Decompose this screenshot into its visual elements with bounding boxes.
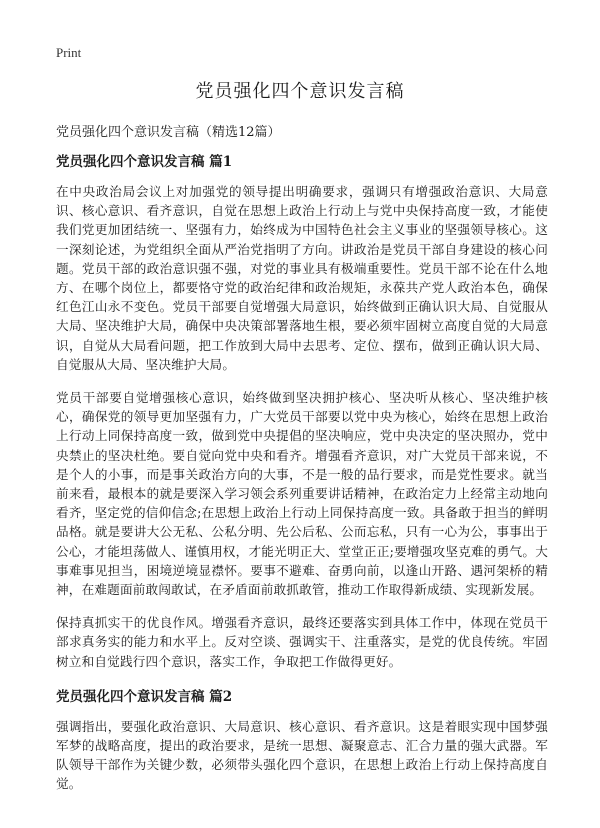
paragraph: 党员干部要自觉增强核心意识，始终做到坚决拥护核心、坚决听从核心、坚决维护核心，确保党的领导更加坚强有力，广大党员干部要以党中央为核心，始终在思想上政治上行动上同保持高度一致，做到党中央提倡的坚决响应，党中央决定的坚决照办，党中央禁止的坚决杜绝。要自觉向党中央和看齐。增强看齐意识，对广大党员干部来说，不是个人的小事，而是事关政治方向的大事，不是一般的品行要求，而是党性要求。就当前来看，最根本的就是要深入学习领会系列重要讲话精神，在政治定力上经常主动地向看齐，坚定党的信仰信念;在思想上政治上行动上同保持高度一致。具备敢于担当的鲜明品格。就是要讲大公无私、公私分明、先公后私、公而忘私，只有一心为公，事事出于公心，才能坦荡做人、谨慎用权，才能光明正大、堂堂正正;要增强攻坚克难的勇气。大事难事见担当，困境逆境显襟怀。要事不避难、奋勇向前，以逢山开路、遇河架桥的精神，在难题面前敢闯敢试，在矛盾面前敢抓敢管，推动工作取得新成绩、实现新发展。 bbox=[56, 390, 548, 598]
paragraph: 在中央政治局会议上对加强党的领导提出明确要求，强调只有增强政治意识、大局意识、核心意识、看齐意识，自觉在思想上政治上行动上与党中央保持高度一致，才能使我们党更加团结统一、坚强有力，始终成为中国特色社会主义事业的坚强领导核心。这一深刻论述，为党组织全面从严治党指明了方向。讲政治是党员干部自身建设的核心问题。党员干部的政治意识强不强，对党的事业具有极端重要性。党员干部不论在什么地方、在哪个岗位上，都要恪守党的政治纪律和政治规矩，永葆共产党人政治本色，确保红色江山永不变色。党员干部要自觉增强大局意识，始终做到正确认识大局、自觉服从大局、坚决维护大局，确保中央决策部署落地生根，要必须牢固树立高度自觉的大局意识，自觉从大局看问题，把工作放到大局中去思考、定位、摆布，做到正确认识大局、自觉服从大局、坚决维护大局。 bbox=[56, 184, 548, 372]
section-1 bbox=[56, 150, 548, 671]
section-heading: 党员强化四个意识发言稿 篇1 bbox=[56, 154, 233, 170]
document-subtitle: 党员强化四个意识发言稿（精选12篇） bbox=[56, 125, 281, 140]
page-title: 党员强化四个意识发言稿 bbox=[195, 81, 405, 102]
print-link[interactable]: Print bbox=[56, 45, 82, 60]
section-2 bbox=[56, 685, 548, 794]
paragraph: 保持真抓实干的优良作风。增强看齐意识，最终还要落实到具体工作中，体现在党员干部求真务实的能力和水平上。反对空谈、强调实干、注重落实，是党的优良传统。牢固树立和自觉践行四个意识，落实工作，争取把工作做得更好。 bbox=[56, 615, 548, 669]
section-heading: 党员强化四个意识发言稿 篇2 bbox=[56, 688, 233, 705]
document-body bbox=[56, 150, 548, 808]
paragraph: 强调指出，要强化政治意识、大局意识、核心意识、看齐意识。这是着眼实现中国梦强军梦的战略高度，提出的政治要求，是统一思想、凝聚意志、汇合力量的强大武器。军队领导干部作为关键少数，必须带头强化四个意识，在思想上政治上行动上保持高度自觉。 bbox=[56, 718, 548, 792]
